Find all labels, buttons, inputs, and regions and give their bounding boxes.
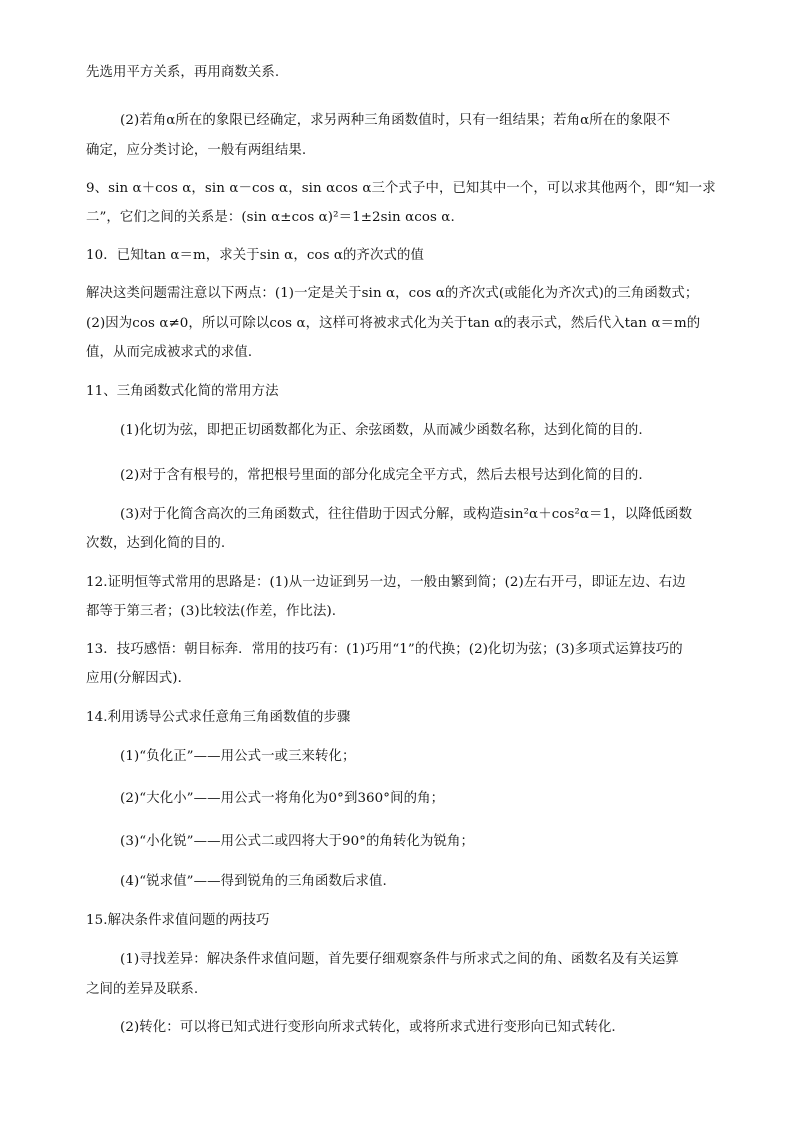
text-line: 确定，应分类讨论，一般有两组结果. xyxy=(86,143,307,158)
text-line: 9、sin α＋cos α，sin α－cos α，sin αcos α三个式子中，已知其中一个，可以求其他两个，即“知一求 xyxy=(86,181,716,196)
text-line: 次数，达到化简的目的. xyxy=(86,536,226,551)
text-line: (3)“小化锐”——用公式二或四将大于90°的角转化为锐角； xyxy=(120,834,474,849)
text-line: 先选用平方关系，再用商数关系. xyxy=(86,65,280,80)
text-line: (3)对于化简含高次的三角函数式，往往借助于因式分解，或构造sin²α＋cos²α＝1，以降低函数 xyxy=(120,507,693,522)
text-line: (2)转化：可以将已知式进行变形向所求式转化，或将所求式进行变形向已知式转化. xyxy=(120,1020,616,1035)
section-heading: 11、三角函数式化简的常用方法 xyxy=(86,384,279,399)
text-line: 13．技巧感悟：朝目标奔．常用的技巧有：(1)巧用“1”的代换；(2)化切为弦；(3)多项式运算技巧的 xyxy=(86,642,683,657)
section-heading: 10．已知tan α＝m，求关于sin α，cos α的齐次式的值 xyxy=(86,248,424,263)
text-line: (2)对于含有根号的，常把根号里面的部分化成完全平方式，然后去根号达到化简的目的. xyxy=(120,468,643,483)
text-line: (1)化切为弦，即把正切函数都化为正、余弦函数，从而减少函数名称，达到化简的目的. xyxy=(120,423,643,438)
section-heading: 15.解决条件求值问题的两技巧 xyxy=(86,913,270,928)
text-line: 解决这类问题需注意以下两点：(1)一定是关于sin α，cos α的齐次式(或能化为齐次式)的三角函数式； xyxy=(86,286,699,301)
text-line: (1)寻找差异：解决条件求值问题，首先要仔细观察条件与所求式之间的角、函数名及有关运算 xyxy=(120,952,679,967)
text-line: 都等于第三者；(3)比较法(作差，作比法). xyxy=(86,604,337,619)
text-line: 二”，它们之间的关系是：(sin α±cos α)²＝1±2sin αcos α. xyxy=(86,210,455,225)
text-line: (2)因为cos α≠0，所以可除以cos α，这样可将被求式化为关于tan α的表示式，然后代入tan α＝m的 xyxy=(86,316,701,331)
text-line: (2)若角α所在的象限已经确定，求另两种三角函数值时，只有一组结果；若角α所在的象限不 xyxy=(120,113,671,128)
text-line: (1)“负化正”——用公式一或三来转化； xyxy=(120,749,356,764)
text-line: (4)“锐求值”——得到锐角的三角函数后求值. xyxy=(120,874,387,889)
text-line: 应用(分解因式)． xyxy=(86,671,192,686)
text-line: 之间的差异及联系. xyxy=(86,982,199,997)
section-heading: 14.利用诱导公式求任意角三角函数值的步骤 xyxy=(86,710,351,725)
text-line: (2)“大化小”——用公式一将角化为0°到360°间的角； xyxy=(120,791,445,806)
text-line: 值，从而完成被求式的求值． xyxy=(86,345,262,360)
text-line: 12.证明恒等式常用的思路是：(1)从一边证到另一边，一般由繁到简；(2)左右开弓，即证左边、右边 xyxy=(86,575,686,590)
